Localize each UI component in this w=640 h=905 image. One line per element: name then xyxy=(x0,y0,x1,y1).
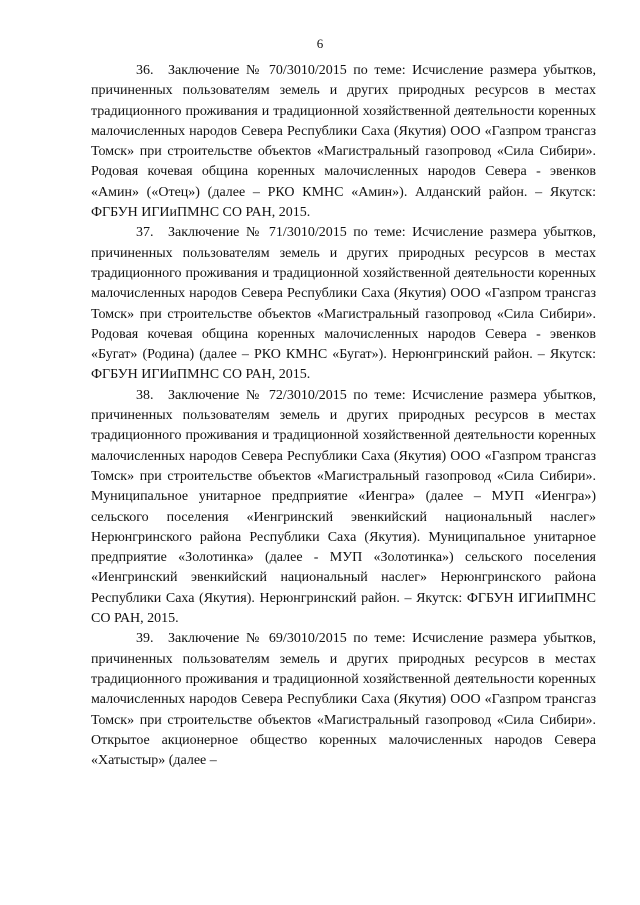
entry-text: Заключение № 72/3010/2015 по теме: Исчисление размера убытков, причиненных пользователям земель и других природных ресурсов в местах традиционного проживания и традиционной хозяйственной деятельности коренных малочисленных народов Севера Республики Саха (Якутия) ООО «Газпром трансгаз Томск» при строительстве объектов «Магистральный газопровод «Сила Сибири». Муниципальное унитарное предприятие «Иенгра» (далее – МУП «Иенгра») сельского поселения «Иенгринский эвенкийский национальный наслег» Нерюнгринского района Республики Саха (Якутия). Муниципальное унитарное предприятие «Золотинка» (далее - МУП «Золотинка») сельского поселения «Иенгринский эвенкийский национальный наслег» Нерюнгринского района Республики Саха (Якутия). Нерюнгринский район. – Якутск: ФГБУН ИГИиПМНС СО РАН, 2015. xyxy=(91,387,596,627)
entry-text: Заключение № 69/3010/2015 по теме: Исчисление размера убытков, причиненных пользователям земель и других природных ресурсов в местах традиционного проживания и традиционной хозяйственной деятельности коренных малочисленных народов Севера Республики Саха (Якутия) ООО «Газпром трансгаз Томск» при строительстве объектов «Магистральный газопровод «Сила Сибири». Открытое акционерное общество коренных малочисленных народов Севера «Хатыстыр» (далее – xyxy=(91,631,596,769)
reference-entry xyxy=(91,223,596,385)
reference-list xyxy=(91,61,596,771)
reference-entry xyxy=(91,61,596,223)
reference-entry xyxy=(91,629,596,771)
entry-number: 36. xyxy=(136,63,154,78)
page-number: 6 xyxy=(316,36,324,51)
entry-number: 37. xyxy=(136,225,154,241)
entry-number: 38. xyxy=(136,387,154,403)
entry-number: 39. xyxy=(136,631,154,647)
entry-text: Заключение № 70/3010/2015 по теме: Исчисление размера убытков, причиненных пользователям земель и других природных ресурсов в местах традиционного проживания и традиционной хозяйственной деятельности коренных малочисленных народов Севера Республики Саха (Якутия) ООО «Газпром трансгаз Томск» при строительстве объектов «Магистральный газопровод «Сила Сибири». Родовая кочевая община коренных малочисленных народов Севера - эвенков «Амин» («Отец») (далее – РКО КМНС «Амин»). Алданский район. – Якутск: ФГБУН ИГИиПМНС СО РАН, 2015. xyxy=(91,63,596,221)
entry-text: Заключение № 71/3010/2015 по теме: Исчисление размера убытков, причиненных пользователям земель и других природных ресурсов в местах традиционного проживания и традиционной хозяйственной деятельности коренных малочисленных народов Севера Республики Саха (Якутия) ООО «Газпром трансгаз Томск» при строительстве объектов «Магистральный газопровод «Сила Сибири». Родовая кочевая община коренных малочисленных народов Севера - эвенков «Бугат» (Родина) (далее – РКО КМНС «Бугат»). Нерюнгринский район. – Якутск: ФГБУН ИГИиПМНС СО РАН, 2015. xyxy=(91,225,596,383)
reference-entry xyxy=(91,386,596,630)
